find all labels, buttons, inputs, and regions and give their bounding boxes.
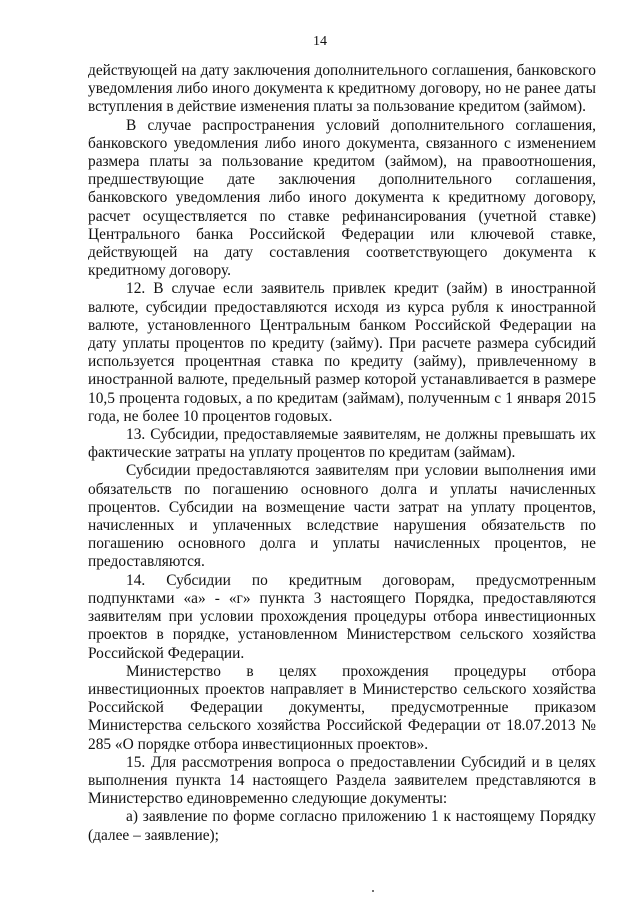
paragraph-item-13: 13. Субсидии, предоставляемые заявителям, не должны превышать их фактические затраты на уплату процентов по кредитам (займам). [88, 426, 596, 462]
paragraph-item-15-a: а) заявление по форме согласно приложению 1 к настоящему Порядку (далее – заявление); [88, 808, 596, 844]
paragraph-rate-change: В случае распространения условий дополнительного соглашения, банковского уведомления либо иного документа, связанного с изменением размера платы за пользование кредитом (займом), на правоотношения, предшествующие дате заключения дополнительного соглашения, банковского уведомления либо иного документа к кредитному договору, расчет осуществляется по ставке рефинансирования (учетной ставке) Центрального банка Российской Федерации или ключевой ставке, действующей на дату составления соответствующего документа к кредитному договору. [88, 116, 596, 280]
paragraph-subsidy-conditions: Субсидии предоставляются заявителям при условии выполнения ими обязательств по погашению основного долга и уплаты начисленных процентов. Субсидии на возмещение части затрат на уплату процентов, начисленных и уплаченных вследствие нарушения обязательств по погашению основного долга и уплаты начисленных процентов, не предоставляются. [88, 462, 596, 571]
paragraph-continuation: действующей на дату заключения дополнительного соглашения, банковского уведомления либо иного документа к кредитному договору, но не ранее даты вступления в действие изменения платы за пользование кредитом (займом). [88, 62, 596, 116]
page-body [88, 62, 596, 845]
paragraph-ministry-selection: Министерство в целях прохождения процедуры отбора инвестиционных проектов направляет в Министерство сельского хозяйства Российской Федерации документы, предусмотренные приказом Министерства сельского хозяйства Российской Федерации от 18.07.2013 № 285 «О порядке отбора инвестиционных проектов». [88, 662, 596, 753]
paragraph-item-12: 12. В случае если заявитель привлек кредит (займ) в иностранной валюте, субсидии предоставляются исходя из курса рубля к иностранной валюте, установленного Центральным банком Российской Федерации на дату уплаты процентов по кредиту (займу). При расчете размера субсидий используется процентная ставка по кредиту (займу), привлеченному в иностранной валюте, предельный размер которой устанавливается в размере 10,5 процента годовых, а по кредитам (займам), полученным с 1 января 2015 года, не более 10 процентов годовых. [88, 280, 596, 425]
paragraph-item-14: 14. Субсидии по кредитным договорам, предусмотренным подпунктами «а» - «г» пункта 3 настоящего Порядка, предоставляются заявителям при условии прохождения процедуры отбора инвестиционных проектов в порядке, установленном Министерством сельского хозяйства Российской Федерации. [88, 571, 596, 662]
scan-artifact-dot [372, 890, 374, 892]
paragraph-item-15: 15. Для рассмотрения вопроса о предоставлении Субсидий и в целях выполнения пункта 14 настоящего Раздела заявителем представляются в Министерство единовременно следующие документы: [88, 753, 596, 808]
page-number: 14 [313, 34, 327, 49]
